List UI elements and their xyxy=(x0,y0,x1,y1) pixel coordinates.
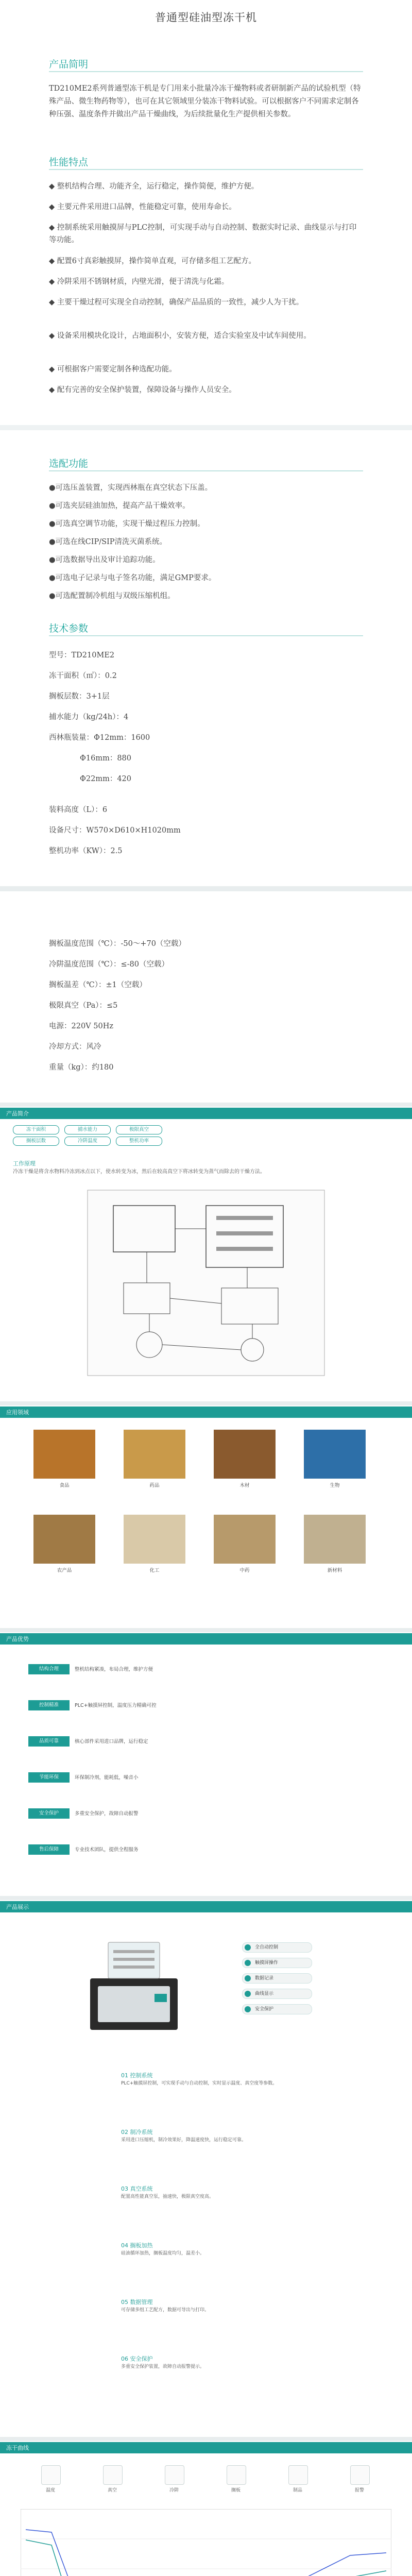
feature-pill: 曲线显示 xyxy=(242,1989,312,1999)
icon-caption: 报警 xyxy=(354,2488,364,2493)
application-image-pharma xyxy=(124,1430,185,1479)
section-divider xyxy=(0,1896,412,1900)
panel-header-text: 应用领域 xyxy=(6,1409,29,1416)
advantage-row xyxy=(28,1700,384,1710)
feature-pill: 全自动控制 xyxy=(242,1942,312,1953)
principle-caption: 工作原理 xyxy=(13,1160,36,1167)
schematic-diagram xyxy=(82,1185,330,1381)
application-image-material xyxy=(304,1515,366,1564)
spec-row: 冻干面积（㎡）：0.2 xyxy=(49,672,117,680)
check-icon xyxy=(245,2006,251,2012)
panel-header-text: 产品简介 xyxy=(6,1110,29,1117)
drying-curve-chart-1 xyxy=(21,2509,391,2576)
icon-caption: 制品 xyxy=(293,2488,302,2493)
icon-caption: 冷阱 xyxy=(169,2488,179,2493)
intro-section xyxy=(0,0,412,649)
icon-caption: 温度 xyxy=(45,2488,55,2493)
panel-header xyxy=(0,2442,412,2453)
panel-header xyxy=(0,1633,412,1645)
feature-text: 硅油循环加热，搁板温度均匀，温差小。 xyxy=(121,2251,205,2256)
spec-row: Φ16mm：880 xyxy=(80,754,132,762)
feature-pill: 数据记录 xyxy=(242,1973,312,1984)
spec-row: 设备尺寸：W570×D610×H1020mm xyxy=(49,826,181,835)
advantage-row xyxy=(28,1664,384,1674)
feature-item: ◆ 可根据客户需要定制各种选配功能。 xyxy=(49,365,177,374)
intro-heading: 产品简明 xyxy=(49,59,89,70)
options-heading-line xyxy=(49,470,363,471)
vial-icon xyxy=(288,2465,308,2485)
application-caption: 生物 xyxy=(330,1483,340,1488)
option-item: ●可选在线CIP/SIP清洗灭菌系统。 xyxy=(49,538,167,546)
panel-header xyxy=(0,1108,412,1119)
application-image-agri xyxy=(33,1515,95,1564)
feature-title: 01 控制系统 xyxy=(121,2072,153,2079)
spec-row: 极限真空（Pa）：≤5 xyxy=(49,1002,118,1010)
feature-item: ◆ 配有完善的安全保护装置，保障设备与操作人员安全。 xyxy=(49,386,236,394)
advantage-row xyxy=(28,1736,384,1747)
spec-row: 西林瓶装量：Φ12mm：1600 xyxy=(49,734,150,742)
option-item: ●可选真空调节功能，实现干燥过程压力控制。 xyxy=(49,520,205,528)
spec-tag: 捕水能力 xyxy=(64,1125,111,1134)
spec-tag: 极限真空 xyxy=(116,1125,162,1134)
feature-item: ◆ 控制系统采用触摸屏与PLC控制，可实现手动与自动控制、数据实时记录、曲线显示与打印等功能。 xyxy=(49,224,357,244)
advantage-text: 专业技术团队，提供全程服务 xyxy=(75,1847,139,1853)
feature-text: 多重安全保护装置，故障自动报警提示。 xyxy=(121,2364,205,2369)
icon-caption: 真空 xyxy=(107,2488,117,2493)
option-item: ●可选电子记录与电子签名功能，满足GMP要求。 xyxy=(49,574,216,582)
alarm-icon xyxy=(350,2465,370,2485)
feature-title: 05 数据管理 xyxy=(121,2299,153,2306)
applications-panel xyxy=(0,1406,412,1623)
feature-item: ◆ 主要干燥过程可实现全自动控制，确保产品品质的一致性，减少人为干扰。 xyxy=(49,298,304,307)
advantage-text: 多重安全保护，故障自动报警 xyxy=(75,1811,139,1817)
advantage-badge: 控制精准 xyxy=(28,1700,70,1710)
application-caption: 食品 xyxy=(59,1483,70,1488)
spec-row: Φ22mm：420 xyxy=(80,775,132,783)
feature-item: ◆ 整机结构合理、功能齐全，运行稳定，操作简便，维护方便。 xyxy=(49,182,259,191)
spec-row: 冷却方式：风冷 xyxy=(49,1043,101,1051)
spec-row: 装料高度（L）：6 xyxy=(49,806,108,814)
spec-row: 重量（kg）：约180 xyxy=(49,1063,114,1072)
feature-pill: 触摸屏操作 xyxy=(242,1958,312,1968)
spec-tag: 冻干面积 xyxy=(13,1125,59,1134)
intro-text: TD210ME2系列普通型冻干机是专门用来小批量冷冻干燥物料或者研制新产品的试验机型（特殊产品、微生物药物等），也可在其它领域里分装冻干物料试验。可以根据客户不同需求定制各种压强、温度条件并做出产品干燥曲线，为后续批量化生产提供相关参数。 xyxy=(49,84,361,118)
spec-tag: 冷阱温度 xyxy=(64,1137,111,1146)
panel-header-text: 产品展示 xyxy=(6,1904,29,1910)
intro-heading-line xyxy=(49,71,363,72)
features-heading: 性能特点 xyxy=(49,157,89,168)
section-divider xyxy=(0,2437,412,2441)
spec-row: 电源：220V 50Hz xyxy=(49,1022,113,1030)
option-item: ●可选配置制冷机组与双级压缩机组。 xyxy=(49,592,175,600)
specs-heading-line xyxy=(49,635,363,636)
application-image-food xyxy=(33,1430,95,1479)
gauge-icon xyxy=(103,2465,123,2485)
thermometer-icon xyxy=(41,2465,61,2485)
check-icon xyxy=(245,1991,251,1997)
product-intro-panel xyxy=(0,1108,412,1396)
advantage-text: 环保制冷剂，能耗低，噪音小 xyxy=(75,1775,139,1781)
specs-heading: 技术参数 xyxy=(49,623,89,634)
application-caption: 农产品 xyxy=(57,1568,72,1573)
panel-header xyxy=(0,1901,412,1912)
spec-row: 搁板温度范围（℃）：-50～+70（空载） xyxy=(49,940,186,948)
option-item: ●可选夹层硅油加热，提高产品干燥效率。 xyxy=(49,502,190,510)
advantage-badge: 节能环保 xyxy=(28,1772,70,1783)
application-image-chem xyxy=(124,1515,185,1564)
application-image-herb xyxy=(214,1515,276,1564)
panel-header-text: 产品优势 xyxy=(6,1636,29,1642)
advantage-badge: 结构合理 xyxy=(28,1664,70,1674)
feature-title: 06 安全保护 xyxy=(121,2355,153,2362)
spec-tag: 搁板层数 xyxy=(13,1137,59,1146)
advantage-text: 核心部件采用进口品牌，运行稳定 xyxy=(75,1739,148,1744)
snowflake-icon xyxy=(165,2465,184,2485)
panel-header xyxy=(0,1406,412,1418)
application-caption: 化工 xyxy=(149,1568,160,1573)
feature-item: ◆ 冷阱采用不锈钢材质，内壁光滑，便于清洗与化霜。 xyxy=(49,278,229,286)
spec-row: 整机功率（KW）：2.5 xyxy=(49,847,123,855)
spec-row: 搁板温差（℃）：±1（空载） xyxy=(49,981,147,989)
spec-row: 搁板层数：3+1层 xyxy=(49,692,110,701)
application-caption: 中药 xyxy=(239,1568,250,1573)
feature-item: ◆ 主要元件采用进口品牌，性能稳定可靠，使用寿命长。 xyxy=(49,203,236,211)
feature-text: 配置高性能真空泵，抽速快，极限真空度高。 xyxy=(121,2194,214,2199)
spec-tag: 整机功率 xyxy=(116,1137,162,1146)
advantage-row xyxy=(28,1772,384,1783)
feature-pill: 安全保护 xyxy=(242,2004,312,2014)
advantage-row xyxy=(28,1844,384,1855)
section-divider xyxy=(0,425,412,430)
feature-text: 可存储多组工艺配方，数据可导出与打印。 xyxy=(121,2308,210,2313)
spec-row: 冷阱温度范围（℃）：≤-80（空载） xyxy=(49,960,169,969)
principle-note: 冷冻干燥是将含水物料冷冻到冰点以下，使水转变为冰，然后在较高真空下将冰转变为蒸气而除去的干燥方法。 xyxy=(13,1169,265,1175)
spec-row: 捕水能力（kg/24h）：4 xyxy=(49,713,129,721)
feature-title: 02 制冷系统 xyxy=(121,2129,153,2136)
application-caption: 新材料 xyxy=(327,1568,342,1573)
application-image-wood xyxy=(214,1430,276,1479)
check-icon xyxy=(245,1944,251,1951)
option-item: ●可选数据导出及审计追踪功能。 xyxy=(49,556,160,564)
feature-title: 03 真空系统 xyxy=(121,2185,153,2192)
feature-text: PLC+触摸屏控制，可实现手动与自动控制，实时显示温度、真空度等参数。 xyxy=(121,2081,278,2086)
shelf-icon xyxy=(227,2465,246,2485)
section-divider xyxy=(0,1628,412,1632)
feature-text: 采用进口压缩机，制冷效果好，降温速度快，运行稳定可靠。 xyxy=(121,2138,247,2143)
feature-item: ◆ 配置6寸真彩触摸屏，操作简单直观，可存储多组工艺配方。 xyxy=(49,257,256,265)
section-divider xyxy=(0,1401,412,1405)
features-heading-line xyxy=(49,169,363,170)
advantage-text: 整机结构紧凑，布局合理，维护方便 xyxy=(75,1667,153,1672)
application-caption: 木材 xyxy=(239,1483,250,1488)
advantage-badge: 售后保障 xyxy=(28,1844,70,1855)
advantage-badge: 品质可靠 xyxy=(28,1736,70,1747)
options-heading: 选配功能 xyxy=(49,458,89,469)
curve-panel xyxy=(0,2442,412,2576)
application-image-bio xyxy=(304,1430,366,1479)
page-title: 普通型硅油型冻干机 xyxy=(155,11,257,24)
panel-header-text: 冻干曲线 xyxy=(6,2445,29,2451)
spec-row: 型号：TD210ME2 xyxy=(49,651,115,659)
icon-caption: 搁板 xyxy=(231,2488,241,2493)
advantages-panel xyxy=(0,1633,412,1891)
feature-title: 04 搁板加热 xyxy=(121,2242,153,2249)
section-divider xyxy=(0,886,412,891)
application-caption: 药品 xyxy=(149,1483,160,1488)
section-divider xyxy=(0,1103,412,1107)
feature-item: ◆ 设备采用模块化设计，占地面积小，安装方便，适合实验室及中试车间使用。 xyxy=(49,332,311,340)
advantage-badge: 安全保护 xyxy=(28,1808,70,1819)
advantage-text: PLC+触摸屏控制，温度压力精确可控 xyxy=(75,1703,157,1708)
product-showcase-panel xyxy=(0,1901,412,2432)
check-icon xyxy=(245,1975,251,1981)
check-icon xyxy=(245,1960,251,1966)
product-image xyxy=(77,1937,191,2035)
option-item: ●可选压盖装置，实现西林瓶在真空状态下压盖。 xyxy=(49,484,213,492)
advantage-row xyxy=(28,1808,384,1819)
